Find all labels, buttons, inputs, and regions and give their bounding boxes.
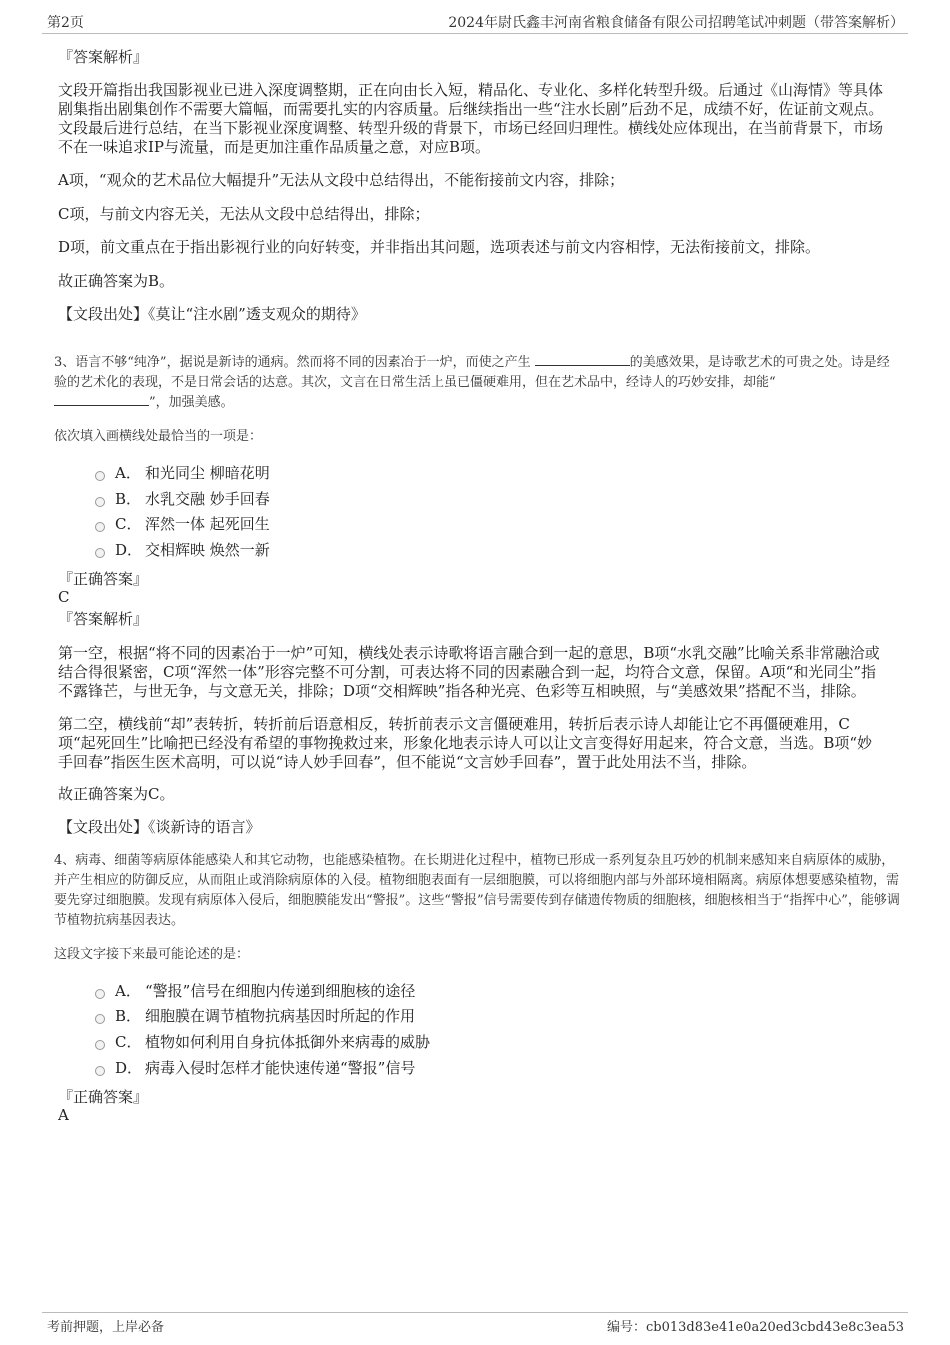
correct-answer-label: 『正确答案』: [58, 570, 149, 588]
footer-divider: [42, 1312, 908, 1313]
analysis-paragraph-1: 第一空，根据“将不同的因素冶于一炉”可知，横线处表示诗歌将语言融合到一起的意思，B项“水乳交融”比喻关系非常融洽或结合得很紧密，C项“浑然一体”形容完整不可分割，可表达将不同的因素融合到一起，均符合文意，保留。A项“和光同尘”指不露锋芒，与世无争，与文意无关，排除；D项“交相辉映”指各种光亮、色彩等互相映照，与“美感效果”搭配不当，排除。: [58, 644, 880, 700]
correct-answer-label: 『正确答案』: [58, 1088, 149, 1106]
option-c[interactable]: C． 植物如何利用自身抗体抵御外来病毒的威胁: [95, 1033, 430, 1051]
page-number: 第2页: [47, 15, 84, 31]
option-d[interactable]: D． 交相辉映 焕然一新: [95, 541, 270, 559]
header-divider: [42, 33, 908, 34]
document-title: 2024年尉氏鑫丰河南省粮食储备有限公司招聘笔试冲刺题（带答案解析）: [448, 15, 904, 31]
correct-answer: C: [58, 588, 70, 606]
question-4-text: 4、病毒、细菌等病原体能感染人和其它动物，也能感染植物。在长期进化过程中，植物已形成一系列复杂且巧妙的机制来感知来自病原体的威胁，并产生相应的防御反应，从而阻止或消除病原体的入侵。植物细胞表面有一层细胞膜，可以将细胞内部与外部环境相隔离。病原体想要感染植物，需要先穿过细胞膜。发现有病原体入侵后，细胞膜能发出“警报”。这些“警报”信号需要传到存储遗传物质的细胞核，细胞核相当于“指挥中心”，能够调节植物抗病基因表达。: [54, 853, 900, 928]
option-a[interactable]: A． “警报”信号在细胞内传递到细胞核的途径: [95, 982, 415, 1000]
analysis-option-a: A项，“观众的艺术品位大幅提升”无法从文段中总结得出，不能衔接前文内容，排除；: [58, 171, 625, 189]
option-a[interactable]: A． 和光同尘 柳暗花明: [95, 464, 270, 482]
text-source: 【文段出处】《谈新诗的语言》: [58, 818, 261, 836]
answer-conclusion: 故正确答案为B。: [58, 272, 175, 290]
analysis-paragraph-2: 第二空，横线前“却”表转折，转折前后语意相反，转折前表示文言僵硬难用，转折后表示诗人却能让它不再僵硬难用，C项“起死回生”比喻把已经没有希望的事物挽救过来，形象化地表示诗人可以让文言变得好用起来，符合文意，当选。B项“妙手回春”指医生医术高明，可以说“诗人妙手回春”，但不能说“文言妙手回春”，置于此处用法不当，排除。: [58, 715, 873, 771]
answer-conclusion: 故正确答案为C。: [58, 785, 175, 803]
footer-slogan: 考前押题，上岸必备: [47, 1320, 165, 1335]
analysis-option-c: C项，与前文内容无关，无法从文段中总结得出，排除；: [58, 205, 430, 223]
question-4-prompt: 这段文字接下来最可能论述的是：: [54, 947, 250, 962]
question-3-prompt: 依次填入画横线处最恰当的一项是：: [54, 429, 263, 444]
fill-blank: [535, 353, 630, 366]
radio-icon[interactable]: [95, 548, 105, 558]
radio-icon[interactable]: [95, 1040, 105, 1050]
analysis-paragraph: 文段开篇指出我国影视业已进入深度调整期，正在向由长入短，精品化、专业化、多样化转型升级。后通过《山海情》等具体剧集指出剧集创作不需要大篇幅，而需要扎实的内容质量。后继续指出一些“注水长剧”后劲不足，成绩不好，佐证前文观点。文段最后进行总结，在当下影视业深度调整、转型升级的背景下，市场已经回归理性。横线处应体现出，在当前背景下，市场不在一味追求IP与流量，而是更加注重作品质量之意，对应B项。: [58, 81, 884, 156]
correct-answer: A: [58, 1106, 69, 1124]
option-d[interactable]: D． 病毒入侵时怎样才能快速传递“警报”信号: [95, 1059, 415, 1077]
radio-icon[interactable]: [95, 1066, 105, 1076]
analysis-label: 『答案解析』: [58, 48, 149, 66]
radio-icon[interactable]: [95, 497, 105, 507]
radio-icon[interactable]: [95, 522, 105, 532]
document-id: 编号：cb013d83e41e0a20ed3cbd43e8c3ea53: [606, 1320, 904, 1335]
option-c[interactable]: C． 浑然一体 起死回生: [95, 515, 270, 533]
option-b[interactable]: B． 水乳交融 妙手回春: [95, 490, 270, 508]
analysis-option-d: D项，前文重点在于指出影视行业的向好转变，并非指出其问题，选项表述与前文内容相悖，无法衔接前文，排除。: [58, 238, 821, 256]
text-source: 【文段出处】《莫让“注水剧”透支观众的期待》: [58, 305, 366, 323]
radio-icon[interactable]: [95, 989, 105, 999]
radio-icon[interactable]: [95, 471, 105, 481]
analysis-label: 『答案解析』: [58, 610, 149, 628]
radio-icon[interactable]: [95, 1014, 105, 1024]
fill-blank: [54, 393, 149, 406]
question-3-text: 3、语言不够“纯净”，据说是新诗的通病。然而将不同的因素冶于一炉，而使之产生 的美感效果，是诗歌艺术的可贵之处。诗是经验的艺术化的表现，不是日常会话的达意。其次，文言在日常生活上虽已僵硬难用，但在艺术品中，经诗人的巧妙安排，却能“ ”，加强美感。: [54, 355, 890, 410]
option-b[interactable]: B． 细胞膜在调节植物抗病基因时所起的作用: [95, 1007, 415, 1025]
